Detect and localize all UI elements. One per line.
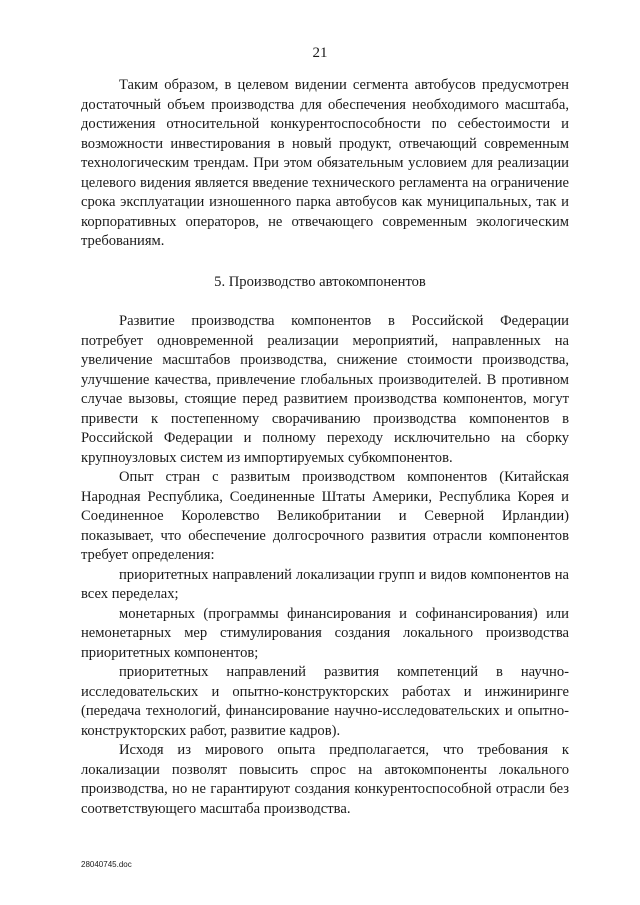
page-number: 21	[312, 45, 328, 61]
list-item-paragraph: приоритетных направлений локализации групп и видов компонентов на всех переделах;	[81, 566, 569, 602]
intro-paragraph: Таким образом, в целевом видении сегмента автобусов предусмотрен достаточный объем производства для обеспечения необходимого масштаба, достижения относительной конкурентоспособности по себестоимости и возможности инвестирования в новый продукт, отвечающий современным технологическим трендам. При этом обязательным условием для реализации целевого видения является введение технического регламента на ограничение срока эксплуатации изношенного парка автобусов как муниципальных, так и корпоративных операторов, не отвечающего современным экологическим требованиям.	[81, 77, 569, 249]
section-body	[81, 312, 569, 819]
paragraph: Опыт стран с развитым производством компонентов (Китайская Народная Республика, Соединенные Штаты Америки, Республика Корея и Соединенное Королевство Великобритании и Северной Ирландии) показывает, что обеспечение долгосрочного развития отрасли компонентов требует определения:	[81, 469, 569, 563]
paragraph: Развитие производства компонентов в Российской Федерации потребует одновременной реализации мероприятий, направленных на увеличение масштабов производства, снижение стоимости производства, улучшение качества, привлечение глобальных производителей. В противном случае вызовы, стоящие перед развитием производства компонентов, могут привести к постепенному сворачиванию производства компонентов в Российской Федерации и полному переходу исключительно на сборку крупноузловых систем из импортируемых субкомпонентов.	[81, 313, 569, 466]
section-heading: 5. Производство автокомпонентов	[214, 274, 426, 290]
list-item-paragraph: монетарных (программы финансирования и софинансирования) или немонетарных мер стимулирования создания локального производства приоритетных компонентов;	[81, 605, 569, 661]
list-item-paragraph: приоритетных направлений развития компетенций в научно-исследовательских и опытно-конструкторских работах и инжиниринге (передача технологий, финансирование научно-исследовательских и опытно-конструкторских работ, развитие кадров).	[81, 664, 569, 739]
intro-text-block	[81, 76, 569, 252]
paragraph: Исходя из мирового опыта предполагается, что требования к локализации позволят повысить спрос на автокомпоненты локального производства, но не гарантируют создания конкурентоспособной отрасли без соответствующего масштаба производства.	[81, 742, 569, 817]
file-name-footer: 28040745.doc	[81, 860, 132, 869]
